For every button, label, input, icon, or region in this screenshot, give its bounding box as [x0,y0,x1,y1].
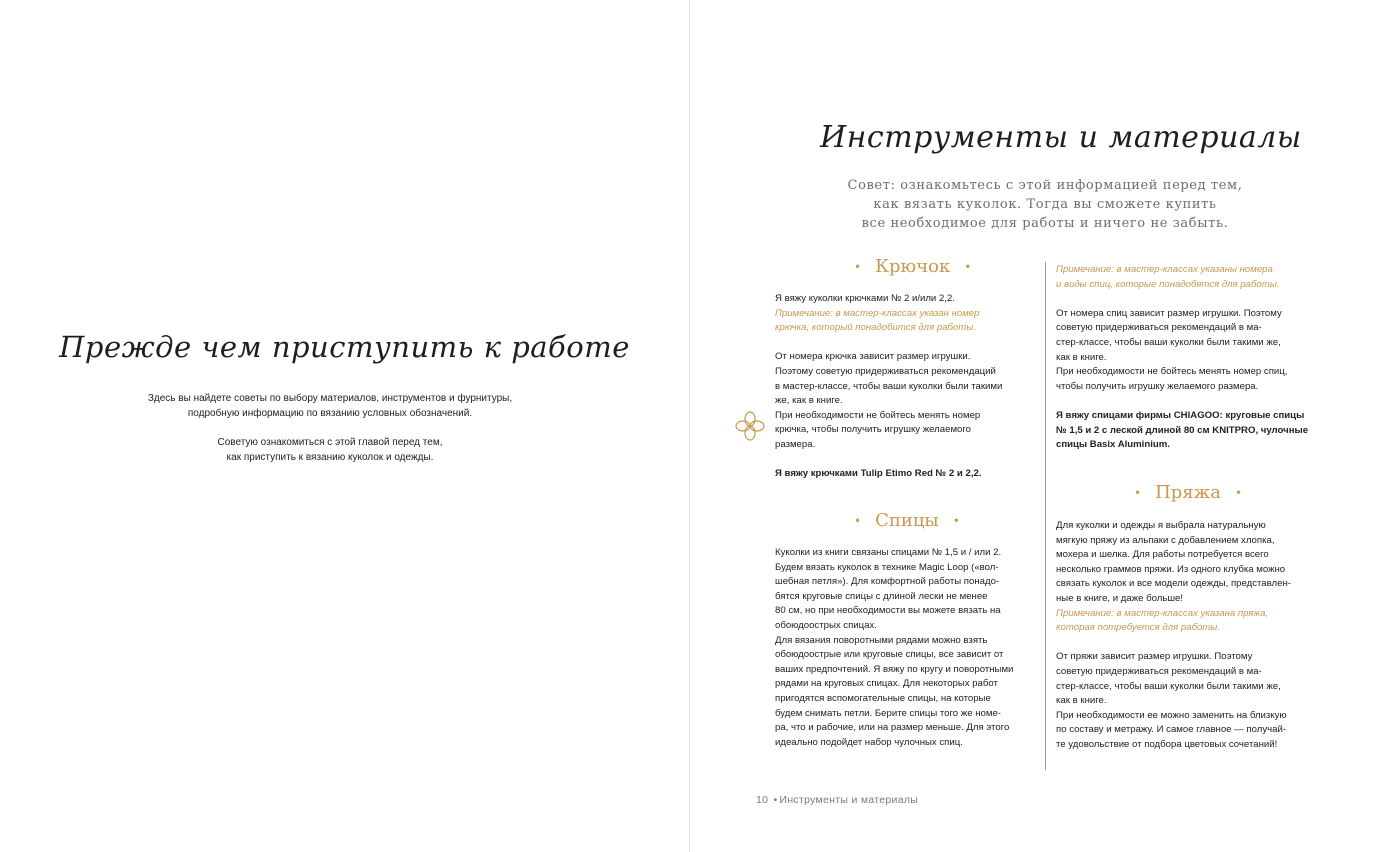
needles-body-line: бятся круговые спицы с длиной лески не менее [775,590,988,602]
needles-body-line: Куколки из книги связаны спицами № 1,5 и / или 2. [775,547,1002,558]
intro-paragraph [120,391,540,421]
tip-line: все необходимое для работы и ничего не забыть. [861,216,1229,231]
yarn-body2-line: по составу и метражу. И самое главное — получай- [1056,724,1287,736]
yarn-body-line: несколько граммов пряжи. Из одного клубка можно [1056,563,1286,575]
bullet-dot-icon: • [952,514,960,528]
yarn-body-line: Для куколки и одежды я выбрала натуральную [1056,520,1266,531]
left-page-intro [120,391,540,479]
hook-body-line: в мастер-классе, чтобы ваши куколки были такими [775,380,1003,392]
hook-body-line: крючка, чтобы получить игрушку желаемого [775,424,972,436]
tip-line: Совет: ознакомьтесь с этой информацией перед тем, [847,178,1243,193]
needles-body-line: обоюдоострые или круговые спицы, все зависит от [775,649,1004,661]
footer-section-title: Инструменты и материалы [779,794,919,806]
yarn-body-line: связать куколок и все модели одежды, представлен- [1056,578,1291,590]
hook-body-line: От номера крючка зависит размер игрушки. [775,351,971,363]
needles-body-line: будем снимать петли. Берите спицы того же номе- [775,707,1001,719]
tip-line: как вязать куколок. Тогда вы сможете купить [873,197,1217,212]
needles-body-line: идеально подойдет набор чулочных спиц. [775,736,963,748]
left-page [0,0,689,852]
intro-line: подробную информацию по вязанию условных обозначений. [187,408,473,419]
hook-note-line: Примечание: в мастер-классах указан номер [775,307,980,319]
yarn-body2-line: как в книге. [1056,695,1107,707]
hook-brand: Я вяжу крючками Tulip Etimo Red № 2 и 2,2. [775,468,982,480]
needles-note-line: Примечание: в мастер-классах указаны номера [1056,264,1273,275]
yarn-note-line: которая потребуется для работы. [1056,622,1221,634]
bullet-dot-icon: • [854,260,862,274]
yarn-note-line: Примечание: в мастер-классах указана пряжа, [1056,607,1269,619]
hook-note-line: крючка, который понадобится для работы. [775,322,976,334]
needles-body-line: шебная петля»). Для комфортной работы понадо- [775,576,1000,588]
yarn-heading-label: Пряжа [1155,482,1221,503]
hook-heading [840,256,985,277]
bullet-dot-icon: • [1134,486,1142,500]
four-petal-flourish-icon [734,410,766,442]
bullet-dot-icon: • [854,514,862,528]
needles-brand-line: № 1,5 и 2 с леской длиной 80 см KNITPRO, чулочные [1056,424,1309,436]
right-page-title: Инструменты и материалы [820,120,1302,155]
needles-body-line: пригодятся вспомогательные спицы, на которые [775,692,991,704]
needles-heading-label: Спицы [875,510,939,531]
yarn-body-line: мохера и шелка. Для работы потребуется всего [1056,549,1269,561]
yarn-heading [1120,482,1256,503]
column-divider [1045,262,1046,770]
needles-body-line: Будем вязать куколок в технике Magic Loop («вол- [775,561,999,573]
yarn-body-line: ные в книге, и даже больше! [1056,592,1184,604]
needles-heading [840,510,974,531]
yarn-body-line: мягкую пряжу из альпаки с добавлением хлопка, [1056,534,1275,546]
intro-line: Здесь вы найдете советы по выбору материалов, инструментов и фурнитуры, [147,393,513,404]
needles-body-line: обоюдоострых спицах. [775,619,877,631]
yarn-body2-line: те удовольствие от подбора цветовых сочетаний! [1056,738,1278,750]
right-page [690,0,1380,852]
needles-body-line: Для вязания поворотными рядами можно взять [775,634,988,646]
needles-section [775,546,1040,750]
yarn-body2-line: При необходимости ее можно заменить на близкую [1056,709,1287,721]
intro-line: как приступить к вязанию куколок и одежды. [226,452,434,463]
hook-intro: Я вяжу куколки крючками № 2 и/или 2,2. [775,293,955,304]
needles-body-line: рядами на круговых спицах. Для некоторых работ [775,678,998,690]
yarn-section [1056,519,1326,753]
needles-body2-line: советую придерживаться рекомендаций в ма- [1056,322,1262,334]
hook-body-line: При необходимости не бойтесь менять номер [775,409,981,421]
intro-paragraph [120,435,540,465]
yarn-body2-line: стер-классе, чтобы ваши куколки были такими же, [1056,680,1281,692]
needles-body2-line: При необходимости не бойтесь менять номер спиц, [1056,366,1288,378]
left-page-title: Прежде чем приступить к работе [59,330,630,364]
hook-body-line: размера. [775,438,816,450]
hook-body-line: же, как в книге. [775,395,843,407]
needles-continued [1056,263,1326,453]
yarn-body2-line: советую придерживаться рекомендаций в ма- [1056,665,1262,677]
page-number: 10 [756,794,769,806]
intro-line: Советую ознакомиться с этой главой перед тем, [217,437,443,448]
bullet-dot-icon: • [964,260,972,274]
footer-separator: • [773,794,778,806]
needles-body2-line: как в книге. [1056,351,1107,363]
needles-body-line: ваших предпочтений. Я вяжу по кругу и поворотными [775,663,1014,675]
hook-heading-label: Крючок [875,256,951,277]
tip-block [830,176,1260,233]
yarn-body2-line: От пряжи зависит размер игрушки. Поэтому [1056,651,1253,663]
hook-body-line: Поэтому советую придерживаться рекомендаций [775,365,996,377]
needles-note-line: и виды спиц, которые понадобятся для работы. [1056,278,1280,290]
needles-body-line: 80 см, но при необходимости вы можете вязать на [775,605,1001,617]
needles-body2-line: От номера спиц зависит размер игрушки. Поэтому [1056,307,1282,319]
needles-body2-line: чтобы получить игрушку желаемого размера. [1056,380,1259,392]
needles-body2-line: стер-классе, чтобы ваши куколки были такими же, [1056,336,1281,348]
hook-section [775,292,1040,482]
needles-brand-line: спицы Basix Aluminium. [1056,439,1170,451]
needles-brand-line: Я вяжу спицами фирмы CHIAGOO: круговые спицы [1056,409,1305,421]
page-footer [756,794,918,806]
needles-body-line: ра, что и рабочие, или на размер меньше. Для этого [775,722,1010,734]
bullet-dot-icon: • [1234,486,1243,500]
